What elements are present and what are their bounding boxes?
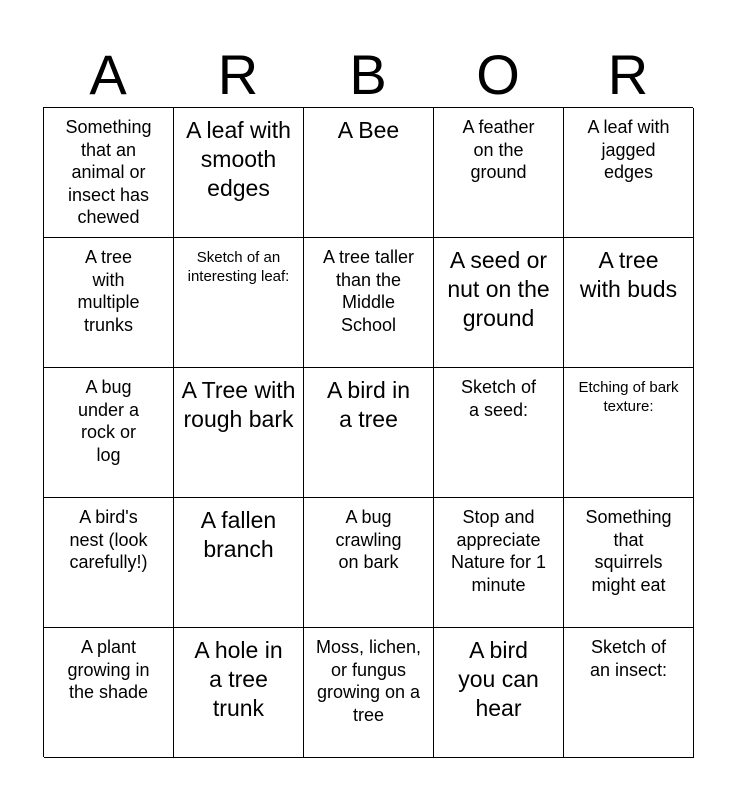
bingo-cell-text: A plant growing in the shade [67, 637, 150, 702]
header-letter: A [89, 43, 127, 106]
bingo-cell-text: A bug under a rock or log [77, 377, 140, 465]
bingo-cell[interactable] [434, 108, 564, 238]
header-letter: B [349, 43, 387, 106]
bingo-cell[interactable] [564, 628, 694, 758]
bingo-cell[interactable] [304, 108, 434, 238]
bingo-cell[interactable] [304, 498, 434, 628]
bingo-cell-text: A tree taller than the Middle School [322, 247, 415, 335]
bingo-cell[interactable] [174, 238, 304, 368]
header-letter: R [217, 43, 259, 106]
bingo-cell-text: A tree with buds [579, 247, 678, 302]
bingo-cell-text: A leaf with smooth edges [186, 117, 291, 201]
bingo-cell-text: A leaf with jagged edges [587, 117, 670, 182]
bingo-cell[interactable] [304, 238, 434, 368]
bingo-cell-text: Something that squirrels might eat [585, 507, 672, 595]
bingo-cell[interactable] [564, 238, 694, 368]
bingo-cell-text: Something that an animal or insect has chewed [65, 117, 152, 227]
bingo-cell[interactable] [434, 238, 564, 368]
bingo-cell-text: Stop and appreciate Nature for 1 minute [450, 507, 547, 595]
bingo-cell-text: Sketch of an interesting leaf: [187, 249, 290, 285]
bingo-cell[interactable] [434, 368, 564, 498]
bingo-cell-text: A bird you can hear [458, 637, 539, 721]
bingo-cell[interactable] [174, 628, 304, 758]
bingo-cell[interactable] [434, 498, 564, 628]
bingo-cell-text: A fallen branch [200, 507, 277, 562]
bingo-cell[interactable] [174, 498, 304, 628]
header-letter: O [476, 43, 520, 106]
bingo-cell-text: A bird in a tree [326, 377, 411, 432]
bingo-cell-text: Sketch of a seed: [460, 377, 537, 420]
bingo-cell-text: Etching of bark texture: [578, 379, 679, 415]
bingo-cell[interactable] [174, 368, 304, 498]
bingo-cell-text: Sketch of an insect: [589, 637, 668, 680]
bingo-cell-text: A bird's nest (look carefully!) [69, 507, 148, 572]
bingo-grid [43, 107, 693, 757]
bingo-cell-text: A hole in a tree trunk [194, 637, 283, 721]
bingo-cell[interactable] [564, 368, 694, 498]
bingo-cell[interactable] [44, 238, 174, 368]
bingo-cell-text: Moss, lichen, or fungus growing on a tree [315, 637, 422, 725]
bingo-header [43, 44, 693, 106]
bingo-cell[interactable] [304, 368, 434, 498]
bingo-cell[interactable] [174, 108, 304, 238]
bingo-cell[interactable] [304, 628, 434, 758]
bingo-cell-text: A tree with multiple trunks [77, 247, 140, 335]
header-letter: R [607, 43, 649, 106]
bingo-cell[interactable] [564, 108, 694, 238]
bingo-cell-text: A feather on the ground [462, 117, 535, 182]
bingo-cell[interactable] [44, 628, 174, 758]
bingo-cell-text: A Tree with rough bark [181, 377, 296, 432]
bingo-cell[interactable] [44, 498, 174, 628]
bingo-cell-text: A Bee [337, 117, 400, 143]
bingo-cell[interactable] [44, 108, 174, 238]
bingo-cell[interactable] [564, 498, 694, 628]
bingo-cell[interactable] [434, 628, 564, 758]
bingo-cell-text: A bug crawling on bark [335, 507, 402, 572]
bingo-cell-text: A seed or nut on the ground [447, 247, 550, 331]
bingo-cell[interactable] [44, 368, 174, 498]
